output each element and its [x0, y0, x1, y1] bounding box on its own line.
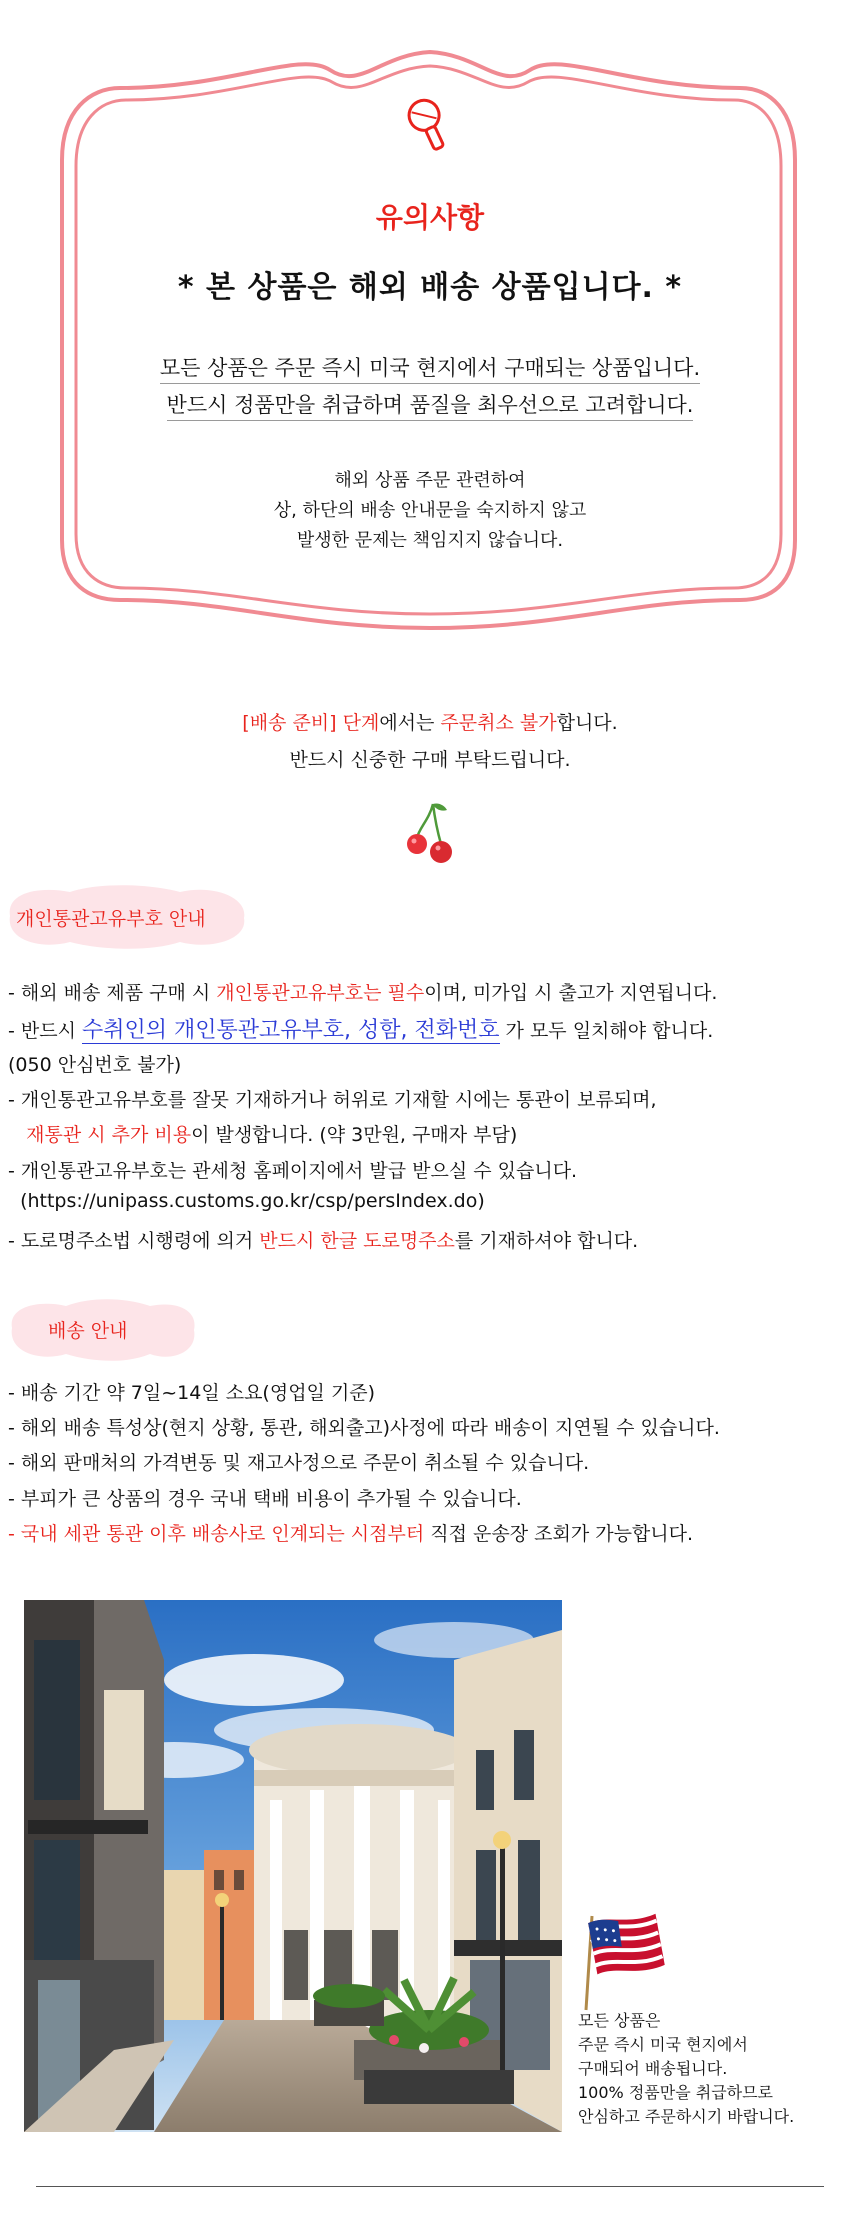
notice-line-2: 반드시 정품만을 취급하며 품질을 최우선으로 고려합니다. [0, 389, 860, 419]
customs-item-6: - 개인통관고유부호는 관세청 홈페이지에서 발급 받으실 수 있습니다. [8, 1160, 578, 1182]
shipping-item-4: - 부피가 큰 상품의 경우 국내 택배 비용이 추가될 수 있습니다. [8, 1488, 522, 1510]
side-note-1: 모든 상품은 [578, 2011, 661, 2030]
shipping-heading: 배송 안내 [48, 1320, 128, 1342]
shipping-item-5: - 국내 세관 통관 이후 배송사로 인계되는 시점부터 직접 운송장 조회가 가능합니다. [8, 1523, 694, 1545]
customs-item-1: - 해외 배송 제품 구매 시 개인통관고유부호는 필수이며, 미가입 시 출고가 지연됩니다. [8, 982, 718, 1004]
notice-headline: * 본 상품은 해외 배송 상품입니다. * [177, 270, 683, 305]
street-photo [24, 1600, 562, 2132]
cancel-warning: [배송 준비] 단계에서는 주문취소 불가합니다. [242, 712, 618, 734]
customs-item-7: (https://unipass.customs.go.kr/csp/persIndex.do) [8, 1190, 485, 1212]
shipping-item-2: - 해외 배송 특성상(현지 상황, 통관, 해외출고)사정에 따라 배송이 지연될 수 있습니다. [8, 1417, 720, 1439]
side-note-5: 안심하고 주문하시기 바랍니다. [578, 2107, 795, 2126]
customs-heading: 개인통관고유부호 안내 [16, 908, 206, 930]
customs-item-5: 재통관 시 추가 비용이 발생합니다. (약 3만원, 구매자 부담) [26, 1124, 518, 1146]
cherry-icon [405, 800, 455, 864]
side-note-4: 100% 정품만을 취급하므로 [578, 2083, 774, 2102]
notice-small-1: 해외 상품 주문 관련하여 [334, 470, 526, 491]
customs-item-8: - 도로명주소법 시행령에 의거 반드시 한글 도로명주소를 기재하셔야 합니다. [8, 1230, 639, 1252]
side-note-2: 주문 즉시 미국 현지에서 [578, 2035, 748, 2054]
customs-item-4: - 개인통관고유부호를 잘못 기재하거나 허위로 기재할 시에는 통관이 보류되며, [8, 1089, 657, 1111]
shipping-item-3: - 해외 판매처의 가격변동 및 재고사정으로 주문이 취소될 수 있습니다. [8, 1452, 590, 1474]
us-flag-icon [582, 1908, 672, 2012]
notice-small-3: 발생한 문제는 책임지지 않습니다. [296, 530, 564, 551]
cancel-warning-2: 반드시 신중한 구매 부탁드립니다. [289, 749, 571, 771]
customs-item-3: (050 안심번호 불가) [8, 1054, 182, 1076]
side-note-3: 구매되어 배송됩니다. [578, 2059, 728, 2078]
customs-item-2: - 반드시 수취인의 개인통관고유부호, 성함, 전화번호 가 모두 일치해야 합니다. [8, 1018, 714, 1043]
bottom-divider [36, 2186, 824, 2187]
shipping-item-1: - 배송 기간 약 7일~14일 소요(영업일 기준) [8, 1382, 376, 1404]
notice-title: 유의사항 [375, 201, 485, 234]
notice-small-2: 상, 하단의 배송 안내문을 숙지하지 않고 [273, 500, 587, 521]
microphone-icon [404, 95, 453, 154]
notice-line-1: 모든 상품은 주문 즉시 미국 현지에서 구매되는 상품입니다. [0, 352, 860, 382]
